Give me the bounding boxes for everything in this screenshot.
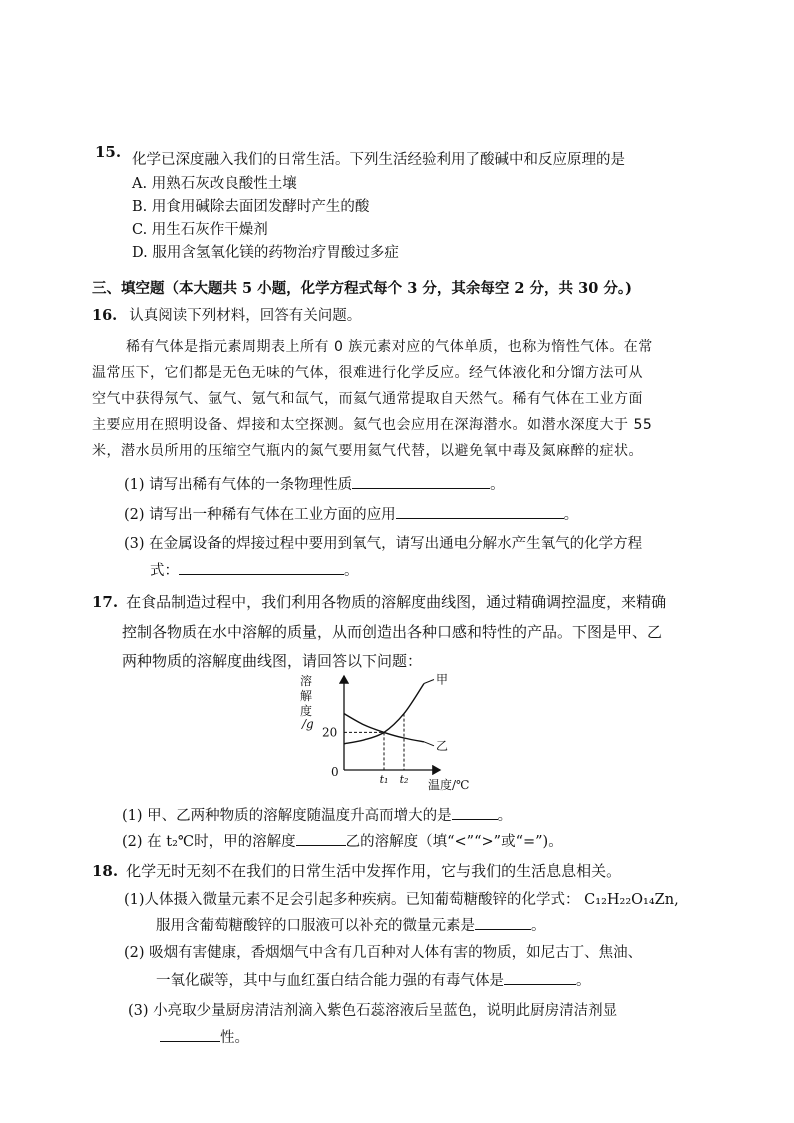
material-line-3: 空气中获得氖气、氩气、氪气和氙气，而氦气通常提取自天然气。稀有气体在工业方面	[92, 391, 643, 407]
answer-blank[interactable]	[352, 474, 490, 489]
q18-sub3-cont	[160, 1027, 249, 1048]
question-number-16: 16.	[92, 307, 118, 324]
option-text: 用生石灰作干燥剂	[151, 222, 268, 238]
question-17-line-1	[92, 592, 666, 612]
option-text: 用食用碱除去面团发酵时产生的酸	[151, 199, 370, 215]
answer-blank[interactable]	[296, 831, 346, 846]
y-label-char: 溶	[300, 674, 313, 688]
sub-label: (2)	[124, 945, 145, 961]
sub-end: 。	[490, 477, 505, 493]
y-tick-label: 20	[322, 725, 338, 740]
leader-line-jia	[424, 680, 434, 684]
sub-end: 。	[576, 973, 591, 989]
sub-end: 。	[344, 563, 359, 579]
q16-sub2	[124, 504, 578, 525]
answer-blank[interactable]	[179, 560, 344, 575]
material-line-1: 稀有气体是指元素周期表上所有 0 族元素对应的气体单质，也称为惰性气体。在常	[126, 339, 653, 355]
option-b	[132, 197, 369, 217]
x-tick-t2: t₂	[399, 773, 409, 786]
answer-blank[interactable]	[160, 1027, 220, 1042]
q16-sub3-cont	[150, 560, 359, 581]
formula: C₁₂H₂₂O₁₄Zn,	[584, 892, 679, 908]
answer-blank[interactable]	[452, 805, 498, 820]
q18-sub1-cont	[156, 915, 546, 936]
question-18	[92, 861, 621, 881]
sub-label: (1)	[122, 808, 143, 824]
sub-text: 一氧化碳等，其中与血红蛋白结合能力强的有毒气体是	[156, 973, 504, 989]
q16-sub3	[124, 534, 642, 554]
series-label-yi: 乙	[436, 738, 449, 753]
sub-label: (3)	[124, 536, 145, 552]
solubility-chart	[300, 670, 480, 800]
q17-sub1	[122, 805, 512, 826]
x-axis-label: 温度/℃	[428, 778, 470, 792]
option-c	[132, 220, 268, 240]
x-tick-t1: t₁	[379, 773, 389, 786]
answer-blank[interactable]	[504, 970, 576, 985]
sub-text: 服用含葡萄糖酸锌的口服液可以补充的微量元素是	[156, 918, 475, 934]
question-number-18: 18.	[92, 862, 119, 880]
question-17-line-2: 控制各物质在水中溶解的质量，从而创造出各种口感和特性的产品。下图是甲、乙	[122, 623, 663, 641]
sub-text: 甲、乙两种物质的溶解度随温度升高而增大的是	[147, 808, 452, 824]
material-line-2: 温常压下，它们都是无色无味的气体，很难进行化学反应。经气体液化和分馏方法可从	[92, 365, 643, 381]
material-line-4: 主要应用在照明设备、焊接和太空探测。氦气也会应用在深海潜水。如潜水深度大于 55	[92, 417, 653, 433]
question-16	[92, 306, 361, 326]
section-title: 三、填空题（本大题共 5 小题，化学方程式每个 3 分，其余每空 2 分，共 30 分。)	[92, 280, 632, 297]
origin-label: 0	[331, 765, 339, 779]
sub-end: 。	[497, 808, 513, 824]
option-label: D.	[132, 245, 148, 261]
sub-text: 吸烟有害健康，香烟烟气中含有几百种对人体有害的物质，如尼古丁、焦油、	[149, 945, 643, 961]
option-label: B.	[132, 199, 148, 215]
question-15-stem: 化学已深度融入我们的日常生活。下列生活经验利用了酸碱中和反应原理的是	[132, 152, 625, 168]
sub-label: (2)	[122, 834, 143, 850]
question-16-stem: 认真阅读下列材料，回答有关问题。	[129, 308, 362, 324]
sub-text: 人体摄入微量元素不足会引起多种疾病。已知葡萄糖酸锌的化学式：	[144, 892, 580, 908]
material-line-5: 米，潜水员所用的压缩空气瓶内的氮气要用氦气代替，以避免氧中毒及氮麻醉的症状。	[92, 443, 643, 459]
sub-text: 在金属设备的焊接过程中要用到氧气，请写出通电分解水产生氧气的化学方程	[149, 536, 643, 552]
sub-text: 小亮取少量厨房清洁剂滴入紫色石蕊溶液后呈蓝色，说明此厨房清洁剂显	[153, 1003, 618, 1019]
sub-end: 。	[563, 507, 579, 523]
y-label-char: 解	[300, 689, 313, 703]
question-number-15: 15.	[95, 143, 122, 161]
question-17-stem: 在食品制造过程中，我们利用各物质的溶解度曲线图，通过精确调控温度，来精确	[126, 593, 667, 611]
question-18-stem: 化学无时无刻不在我们的日常生活中发挥作用，它与我们的生活息息相关。	[126, 862, 622, 880]
y-label-char: 度	[300, 704, 313, 718]
answer-blank[interactable]	[396, 504, 564, 519]
sub-label: (3)	[128, 1003, 149, 1019]
question-17-line-3: 两种物质的溶解度曲线图，请回答以下问题：	[122, 652, 423, 670]
question-number-17: 17.	[92, 593, 119, 611]
sub-text: 乙的溶解度（填“<”“>”或“=”)。	[345, 834, 563, 850]
q17-sub2	[122, 831, 563, 852]
y-label-char: /g	[302, 717, 314, 731]
option-d	[132, 243, 399, 263]
q18-sub2-cont	[156, 970, 591, 991]
sub-text: 在 t₂℃时，甲的溶解度	[147, 834, 296, 850]
sub-end: 性。	[220, 1030, 249, 1046]
leader-line-yi	[424, 742, 434, 746]
sub-label: (1)	[124, 477, 145, 493]
option-text: 服用含氢氧化镁的药物治疗胃酸过多症	[152, 245, 399, 261]
q18-sub1	[124, 890, 679, 910]
sub-text: 请写出稀有气体的一条物理性质	[149, 477, 353, 493]
sub-end: 。	[531, 918, 546, 934]
q18-sub3	[128, 1001, 617, 1021]
q18-sub2	[124, 943, 642, 963]
option-label: C.	[132, 222, 148, 238]
q16-sub1	[124, 474, 505, 495]
sub-label: (2)	[124, 507, 145, 523]
option-text: 用熟石灰改良酸性土壤	[151, 176, 297, 192]
series-label-jia: 甲	[436, 672, 449, 687]
sub-label: (1)	[124, 892, 145, 908]
answer-blank[interactable]	[475, 915, 531, 930]
option-a	[132, 174, 297, 194]
sub-text: 请写出一种稀有气体在工业方面的应用	[149, 507, 396, 523]
option-label: A.	[132, 176, 148, 192]
sub-text: 式：	[150, 563, 179, 579]
